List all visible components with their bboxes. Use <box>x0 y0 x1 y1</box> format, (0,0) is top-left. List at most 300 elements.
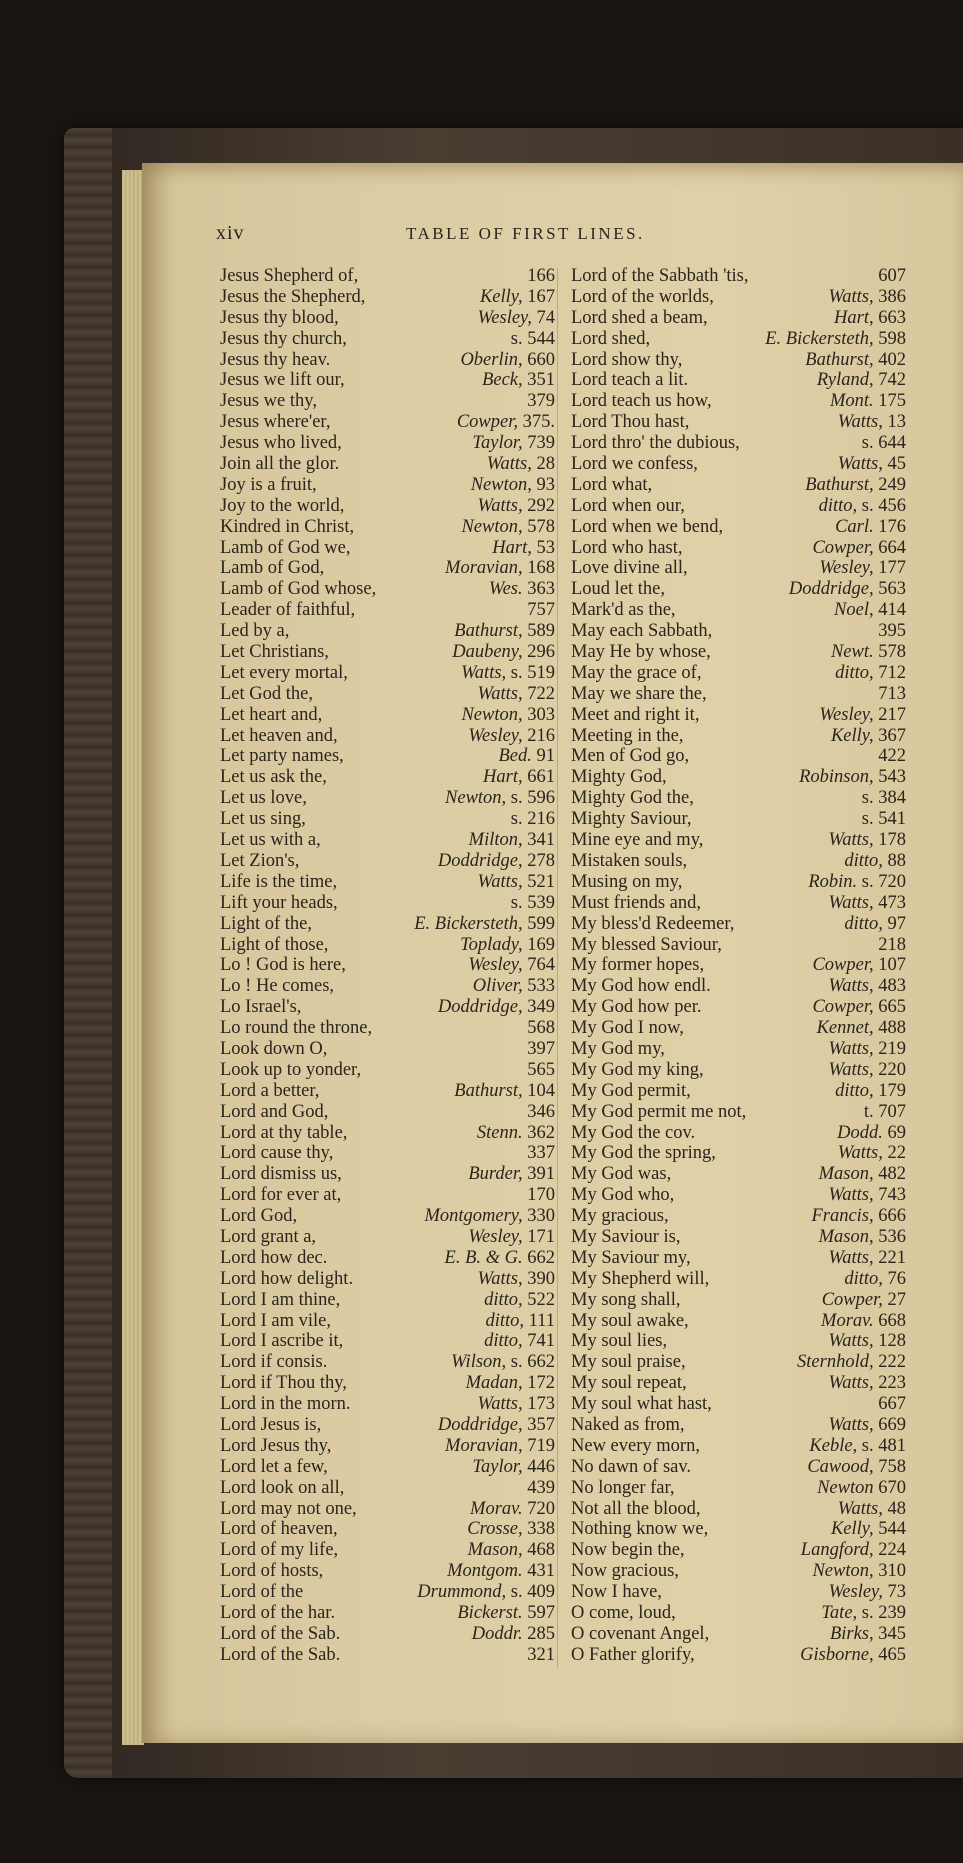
author-and-hymn-number <box>527 600 555 621</box>
index-entry <box>220 893 555 914</box>
first-line-text: Love divine all, <box>571 558 688 579</box>
hymn-number: s. 720 <box>861 871 906 892</box>
index-entry <box>220 851 555 872</box>
author-name: Moravian, <box>445 1435 523 1456</box>
first-line-text: Lord of the <box>220 1582 304 1603</box>
hymn-number: 386 <box>878 286 906 307</box>
index-entry <box>220 1457 555 1478</box>
index-entry <box>220 746 555 767</box>
hymn-number: 397 <box>527 1038 555 1059</box>
first-line-text: Light of the, <box>220 913 312 934</box>
first-line-text: Lord what, <box>571 474 653 495</box>
hymn-number: 758 <box>878 1456 906 1477</box>
author-and-hymn-number <box>527 1143 555 1164</box>
author-and-hymn-number <box>844 914 906 935</box>
first-line-text: My Shepherd will, <box>571 1268 710 1289</box>
author-and-hymn-number <box>478 308 555 329</box>
page-number: xiv <box>216 222 245 244</box>
index-entry <box>571 600 906 621</box>
hymn-number: 764 <box>527 955 555 976</box>
first-line-text: Lord who hast, <box>571 537 683 558</box>
author-and-hymn-number <box>527 266 555 287</box>
hymn-number: 743 <box>878 1185 906 1206</box>
first-line-text: My God how per. <box>571 997 702 1018</box>
index-entry <box>571 558 906 579</box>
first-line-text: Lord dismiss us, <box>220 1164 342 1185</box>
author-name: Burder, <box>468 1164 523 1185</box>
author-and-hymn-number <box>527 1102 555 1123</box>
first-line-text: Let Christians, <box>220 642 329 663</box>
hymn-number: 177 <box>878 558 906 579</box>
first-line-text: Not all the blood, <box>571 1498 701 1519</box>
author-name: Watts, <box>828 286 874 307</box>
index-entry <box>220 433 555 454</box>
author-name: E. Bickersteth, <box>765 328 874 349</box>
author-and-hymn-number <box>819 1164 906 1185</box>
hymn-number: 668 <box>878 1310 906 1331</box>
index-entry <box>220 1645 555 1666</box>
page-header <box>216 222 896 252</box>
index-entry <box>571 308 906 329</box>
author-and-hymn-number <box>487 454 555 475</box>
author-and-hymn-number <box>461 517 555 538</box>
first-line-text: O come, loud, <box>571 1603 676 1623</box>
index-entry <box>220 287 555 308</box>
first-line-text: My God I now, <box>571 1018 684 1039</box>
author-name: ditto, <box>484 1289 523 1310</box>
author-name: Bathurst, <box>805 474 874 495</box>
first-line-text: Let heart and, <box>220 704 323 725</box>
index-entry <box>571 788 906 809</box>
author-and-hymn-number <box>511 809 555 830</box>
hymn-number: 722 <box>527 683 555 704</box>
author-name: Doddr. <box>471 1623 523 1644</box>
first-line-text: May each Sabbath, <box>571 621 713 642</box>
index-entry <box>220 1436 555 1457</box>
index-entry <box>571 1645 906 1666</box>
author-name: Wesley, <box>477 307 532 328</box>
author-and-hymn-number <box>819 558 906 579</box>
author-and-hymn-number <box>527 1185 555 1206</box>
author-name: Watts, <box>828 892 874 913</box>
index-entry <box>571 1582 906 1603</box>
index-entry <box>220 1102 555 1123</box>
index-entry <box>220 1269 555 1290</box>
hymn-number: 589 <box>527 621 555 642</box>
first-line-text: My soul what hast, <box>571 1394 712 1415</box>
first-line-text: Jesus who lived, <box>220 433 342 454</box>
first-line-text: Lord when our, <box>571 495 685 516</box>
index-entry <box>571 1499 906 1520</box>
first-line-text: May we share the, <box>571 683 707 704</box>
first-line-text: Lord Thou hast, <box>571 412 690 433</box>
author-name: Mason, <box>818 1226 874 1247</box>
author-and-hymn-number <box>467 1519 555 1540</box>
author-and-hymn-number <box>477 1123 555 1144</box>
first-line-text: Lord cause thy, <box>220 1143 334 1164</box>
author-name: Stenn. <box>476 1122 523 1143</box>
first-line-text: My God my, <box>571 1038 665 1059</box>
author-and-hymn-number <box>830 1624 906 1645</box>
first-line-text: Jesus Shepherd of, <box>220 266 359 286</box>
first-line-text: Lo ! He comes, <box>220 976 335 997</box>
author-and-hymn-number <box>484 1290 555 1311</box>
first-line-text: Lo round the throne, <box>220 1018 373 1039</box>
hymn-number: 74 <box>536 307 555 328</box>
author-name: Wilson, <box>451 1352 507 1373</box>
index-entry <box>571 767 906 788</box>
index-entry <box>220 1039 555 1060</box>
first-line-text: Let Zion's, <box>220 850 300 871</box>
index-entry <box>220 1415 555 1436</box>
author-name: ditto, <box>835 662 874 683</box>
author-name: Bathurst, <box>805 349 874 370</box>
first-line-text: My God was, <box>571 1164 672 1185</box>
hymn-number: s. 662 <box>510 1352 555 1373</box>
index-entry <box>220 1311 555 1332</box>
index-entry <box>571 705 906 726</box>
first-line-text: My soul awake, <box>571 1310 689 1331</box>
hymn-number: s. 644 <box>861 433 906 454</box>
first-line-text: Jesus thy blood, <box>220 307 339 328</box>
index-entry <box>571 266 906 287</box>
author-and-hymn-number <box>527 1645 555 1666</box>
first-line-text: My God who, <box>571 1185 675 1206</box>
author-name: Doddridge, <box>437 997 523 1018</box>
hymn-number: 219 <box>878 1038 906 1059</box>
author-name: Bathurst, <box>454 1080 523 1101</box>
first-line-text: My God permit, <box>571 1080 691 1101</box>
index-entry <box>220 1290 555 1311</box>
index-entry <box>571 287 906 308</box>
hymn-number: 379 <box>527 391 555 412</box>
author-name: Cowper, <box>821 1289 883 1310</box>
hymn-number: s. 539 <box>510 892 555 913</box>
author-name: Newton, <box>461 704 523 725</box>
hymn-number: 346 <box>527 1101 555 1122</box>
first-line-text: Mighty God, <box>571 767 667 788</box>
first-line-text: Lord we confess, <box>571 454 698 475</box>
first-line-text: My God the spring, <box>571 1143 716 1164</box>
hymn-number: s. 409 <box>510 1582 555 1603</box>
first-line-text: Jesus where'er, <box>220 412 331 433</box>
hymn-number: 345 <box>878 1623 906 1644</box>
first-line-text: My blessed Saviour, <box>571 934 722 955</box>
first-line-text: Mighty Saviour, <box>571 809 692 830</box>
first-line-text: Let us ask the, <box>220 767 327 788</box>
index-entry <box>571 454 906 475</box>
index-entry <box>220 1352 555 1373</box>
index-entry <box>220 997 555 1018</box>
index-entry <box>220 1373 555 1394</box>
author-and-hymn-number <box>807 1457 906 1478</box>
first-line-text: Let us sing, <box>220 809 306 830</box>
author-and-hymn-number <box>817 370 906 391</box>
author-and-hymn-number <box>829 1415 906 1436</box>
first-line-text: Lord let a few, <box>220 1456 328 1477</box>
hymn-number: 395 <box>878 621 906 642</box>
hymn-number: 176 <box>878 516 906 537</box>
hymn-number: 166 <box>527 266 555 286</box>
first-line-text: My bless'd Redeemer, <box>571 913 735 934</box>
index-entry <box>220 600 555 621</box>
first-line-text: Lord for ever at, <box>220 1185 342 1206</box>
first-line-text: My soul praise, <box>571 1352 686 1373</box>
first-line-text: Meeting in the, <box>571 725 684 746</box>
index-entry <box>571 684 906 705</box>
index-entry <box>571 663 906 684</box>
author-and-hymn-number <box>831 726 906 747</box>
index-entry <box>571 1540 906 1561</box>
hymn-number: 169 <box>527 934 555 955</box>
hymn-number: 473 <box>878 892 906 913</box>
first-line-text: My former hopes, <box>571 955 705 976</box>
author-and-hymn-number <box>822 1290 906 1311</box>
first-line-text: Lord may not one, <box>220 1498 357 1519</box>
author-name: Tate, <box>821 1603 858 1623</box>
first-line-text: Jesus thy church, <box>220 328 347 349</box>
author-and-hymn-number <box>829 1060 906 1081</box>
hymn-number: 97 <box>887 913 906 934</box>
first-line-text: Lord of my life, <box>220 1540 339 1561</box>
author-and-hymn-number <box>829 1331 906 1352</box>
hymn-number: 742 <box>878 370 906 391</box>
hymn-number: 310 <box>878 1561 906 1582</box>
first-line-text: Lord I ascribe it, <box>220 1331 344 1352</box>
author-and-hymn-number <box>789 579 906 600</box>
index-entry <box>571 1227 906 1248</box>
hymn-number: 414 <box>878 600 906 621</box>
hymn-number: 27 <box>887 1289 906 1310</box>
index-entry <box>571 538 906 559</box>
author-and-hymn-number <box>844 1269 906 1290</box>
author-and-hymn-number <box>829 976 906 997</box>
author-name: Cowper, <box>812 955 874 976</box>
index-entry <box>220 1164 555 1185</box>
hymn-number: 357 <box>527 1414 555 1435</box>
author-name: ditto, <box>485 1310 524 1331</box>
first-line-text: Musing on my, <box>571 871 683 892</box>
author-name: Kelly, <box>830 725 874 746</box>
hymn-number: 662 <box>527 1247 555 1268</box>
index-entry <box>571 1081 906 1102</box>
hymn-number: 665 <box>878 997 906 1018</box>
index-entry <box>571 872 906 893</box>
index-entry <box>571 433 906 454</box>
author-name: Watts, <box>828 1059 874 1080</box>
author-name: Newton, <box>470 474 532 495</box>
index-entry <box>571 579 906 600</box>
hymn-number: 468 <box>527 1540 555 1561</box>
hymn-number: 173 <box>527 1394 555 1415</box>
author-and-hymn-number <box>454 1081 555 1102</box>
first-line-text: Let every mortal, <box>220 662 348 683</box>
author-and-hymn-number <box>471 475 555 496</box>
hymn-number: 217 <box>878 704 906 725</box>
index-entry <box>571 1624 906 1645</box>
first-line-text: May He by whose, <box>571 642 711 663</box>
author-and-hymn-number <box>799 767 906 788</box>
index-entry <box>571 1123 906 1144</box>
hymn-number: 218 <box>878 934 906 955</box>
hymn-number: s. 216 <box>510 809 555 830</box>
author-and-hymn-number <box>414 914 555 935</box>
author-and-hymn-number <box>460 935 555 956</box>
author-and-hymn-number <box>862 788 906 809</box>
index-entry <box>220 1624 555 1645</box>
author-and-hymn-number <box>819 1227 906 1248</box>
index-entry <box>220 538 555 559</box>
author-name: Daubeny, <box>452 642 523 663</box>
first-line-text: Lord shed, <box>571 328 651 349</box>
author-and-hymn-number <box>445 788 555 809</box>
author-and-hymn-number <box>527 1039 555 1060</box>
index-entry <box>220 266 555 287</box>
author-and-hymn-number <box>454 621 555 642</box>
author-name: Watts, <box>828 1414 874 1435</box>
author-name: Watts, <box>837 412 883 433</box>
author-name: Doddridge, <box>788 579 874 600</box>
author-and-hymn-number <box>468 1540 555 1561</box>
author-name: Kelly, <box>479 286 523 307</box>
author-and-hymn-number <box>797 1352 906 1373</box>
hymn-number: 179 <box>878 1080 906 1101</box>
author-and-hymn-number <box>466 1373 555 1394</box>
author-name: Sternhold, <box>797 1352 874 1373</box>
page-edges <box>122 170 144 1745</box>
first-line-text: No dawn of sav. <box>571 1456 692 1477</box>
author-name: Morav. <box>470 1498 523 1519</box>
author-name: Watts, <box>477 871 523 892</box>
first-line-text: Lord of the Sab. <box>220 1644 341 1665</box>
author-name: ditto, <box>818 495 858 516</box>
hymn-number: 367 <box>878 725 906 746</box>
hymn-number: 351 <box>527 370 555 391</box>
author-name: ditto, <box>835 1080 874 1101</box>
author-name: Watts, <box>477 495 523 516</box>
index-entry <box>571 955 906 976</box>
first-line-text: Lord how dec. <box>220 1247 328 1268</box>
author-and-hymn-number <box>468 1227 555 1248</box>
first-line-text: O covenant Angel, <box>571 1623 710 1644</box>
index-entry <box>220 579 555 600</box>
hymn-number: s. 239 <box>861 1603 906 1623</box>
index-entry <box>220 1582 555 1603</box>
hymn-number: 223 <box>878 1373 906 1394</box>
index-entry <box>220 1206 555 1227</box>
hymn-number: 439 <box>527 1477 555 1498</box>
author-and-hymn-number <box>492 538 555 559</box>
author-and-hymn-number <box>447 1561 555 1582</box>
author-and-hymn-number <box>461 663 555 684</box>
first-line-text: Lord I am thine, <box>220 1289 341 1310</box>
author-and-hymn-number <box>829 1248 906 1269</box>
author-and-hymn-number <box>438 997 555 1018</box>
hymn-number: 338 <box>527 1519 555 1540</box>
author-and-hymn-number <box>838 1499 906 1520</box>
index-entry <box>220 955 555 976</box>
hymn-number: 660 <box>527 349 555 370</box>
author-and-hymn-number <box>829 287 906 308</box>
author-name: Watts, <box>837 1143 883 1164</box>
hymn-number: 533 <box>527 976 555 997</box>
index-entry <box>571 517 906 538</box>
index-entry <box>571 475 906 496</box>
first-line-text: Now gracious, <box>571 1561 679 1582</box>
first-line-text: My Saviour my, <box>571 1247 691 1268</box>
author-name: Newton, <box>461 516 523 537</box>
index-entry <box>571 1415 906 1436</box>
author-name: Newt. <box>830 642 874 663</box>
first-line-text: Lord I am vile, <box>220 1310 331 1331</box>
author-and-hymn-number <box>478 496 555 517</box>
hymn-number: 337 <box>527 1143 555 1164</box>
index-entry <box>571 809 906 830</box>
hymn-number: 28 <box>536 454 555 475</box>
first-line-text: Lord a better, <box>220 1080 320 1101</box>
author-and-hymn-number <box>472 1457 555 1478</box>
first-line-text: My God my king, <box>571 1059 704 1080</box>
first-line-text: Lord of hosts, <box>220 1561 324 1582</box>
first-line-text: New every morn, <box>571 1435 700 1456</box>
author-and-hymn-number <box>862 809 906 830</box>
author-name: Watts, <box>828 830 874 851</box>
author-and-hymn-number <box>445 558 555 579</box>
index-entry <box>220 329 555 350</box>
author-name: Beck, <box>482 370 523 391</box>
index-entry <box>220 1123 555 1144</box>
hymn-number: 483 <box>878 976 906 997</box>
author-name: Francis, <box>811 1206 874 1227</box>
hymn-number: 757 <box>527 600 555 621</box>
index-entry <box>220 308 555 329</box>
hymn-number: 363 <box>527 579 555 600</box>
author-and-hymn-number <box>511 893 555 914</box>
author-and-hymn-number <box>472 433 555 454</box>
author-and-hymn-number <box>805 350 906 371</box>
hymn-number: 128 <box>878 1331 906 1352</box>
first-line-text: My soul repeat, <box>571 1373 687 1394</box>
author-and-hymn-number <box>438 1415 555 1436</box>
first-line-text: Lord how delight. <box>220 1268 354 1289</box>
hymn-number: 303 <box>527 704 555 725</box>
index-entry <box>571 329 906 350</box>
index-entry <box>571 1394 906 1415</box>
first-line-text: Lord when we bend, <box>571 516 724 537</box>
author-name: Taylor, <box>472 433 523 454</box>
author-name: Watts, <box>837 454 883 475</box>
hymn-number: 661 <box>527 767 555 788</box>
index-entry <box>571 726 906 747</box>
author-and-hymn-number <box>527 1018 555 1039</box>
index-entry <box>571 1478 906 1499</box>
author-name: Watts, <box>477 1394 523 1415</box>
author-name: Mason, <box>467 1540 523 1561</box>
author-name: Watts, <box>828 1247 874 1268</box>
author-name: Hart, <box>483 767 523 788</box>
first-line-text: O Father glorify, <box>571 1644 695 1665</box>
first-line-text: Jesus the Shepherd, <box>220 286 366 307</box>
hymn-number: 111 <box>528 1310 555 1331</box>
author-name: ditto, <box>484 1331 523 1352</box>
author-name: Birks, <box>829 1623 874 1644</box>
author-and-hymn-number <box>478 1394 555 1415</box>
index-entry <box>220 1143 555 1164</box>
first-line-text: Mark'd as the, <box>571 600 676 621</box>
author-and-hymn-number <box>831 642 906 663</box>
author-name: Montgom. <box>447 1561 523 1582</box>
hymn-number: 292 <box>527 495 555 516</box>
